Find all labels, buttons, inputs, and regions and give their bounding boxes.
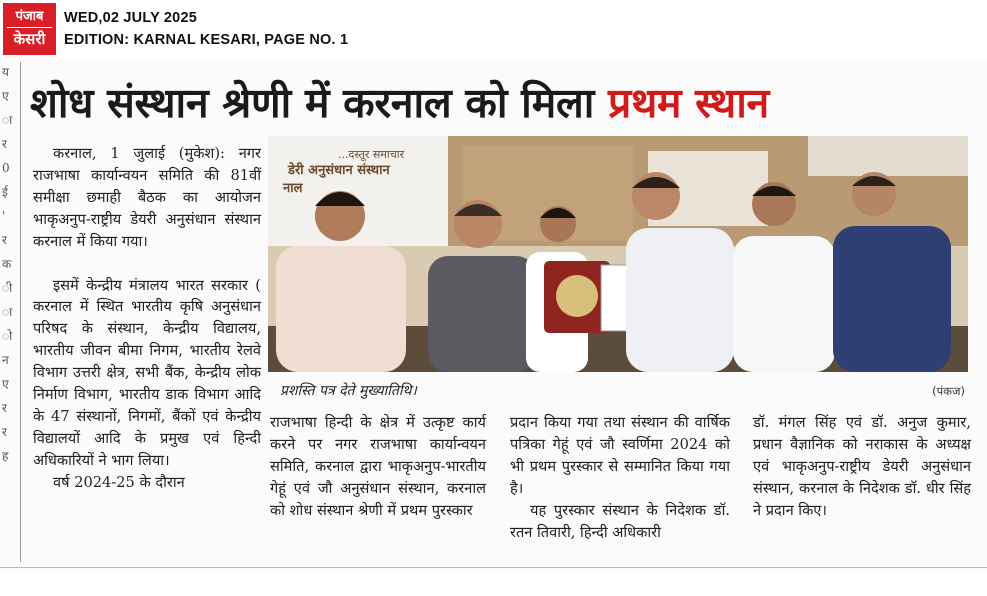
article-column-4 xyxy=(753,412,971,522)
column-divider xyxy=(20,62,21,562)
banner-line-1: ...दस्तूर समाचार xyxy=(338,148,405,161)
headline-main: शोध संस्थान श्रेणी में करनाल को मिला xyxy=(30,79,609,127)
article-photo xyxy=(268,136,968,372)
edge-fragment: य xyxy=(2,65,9,79)
paragraph-presenters: यह पुरस्कार संस्थान के निदेशक डॉ. रतन तिवारी, हिन्दी अधिकारी xyxy=(510,501,730,541)
edge-fragment: ' xyxy=(2,209,6,223)
article-column-2 xyxy=(270,412,486,522)
paragraph-conclusion: डॉ. मंगल सिंह एवं डॉ. अनुज कुमार, प्रधान वैज्ञानिक को नराकास के अध्यक्ष एवं भाकृअनुप-राष्ट्रीय डेयरी अनुसंधान संस्थान, करनाल के निदेशक डॉ. धीर सिंह ने प्रदान किए। xyxy=(753,414,971,519)
edge-fragment: ए xyxy=(2,377,9,391)
edge-fragment: ई xyxy=(2,185,8,199)
date-line: WED,02 JULY 2025 xyxy=(64,10,197,26)
edge-fragment: क xyxy=(2,257,12,271)
edge-fragment: न xyxy=(2,353,9,367)
photo-caption: प्रशस्ति पत्र देते मुख्यातिथि। xyxy=(280,383,417,399)
edge-fragment: र xyxy=(2,233,7,247)
edge-fragment: ह xyxy=(2,449,9,463)
edge-fragment: 0 xyxy=(2,161,10,175)
edge-fragment: र xyxy=(2,401,7,415)
edge-fragment: ो xyxy=(2,329,13,343)
article-column-3 xyxy=(510,412,730,543)
headline-highlight: प्रथम स्थान xyxy=(608,79,769,127)
edge-fragment: ा xyxy=(2,305,13,319)
logo-line-2: केसरी xyxy=(13,30,46,48)
banner-line-3: नाल xyxy=(283,181,303,196)
edge-fragment: ए xyxy=(2,89,9,103)
logo-line-1: पंजाब xyxy=(7,7,52,28)
paragraph-intro: करनाल, 1 जुलाई (मुकेश): नगर राजभाषा कार्यान्वयन समिति की 81वीं समीक्षा छमाही बैठक का आयोजन भाकृअनुप-राष्ट्रीय डेयरी अनुसंधान संस्थान करनाल में किया गया। xyxy=(33,145,261,250)
banner-line-2: डेरी अनुसंधान संस्थान xyxy=(288,163,390,178)
photo-credit: (पंकज) xyxy=(932,384,965,398)
edge-fragment: ी xyxy=(2,281,13,295)
edition-info xyxy=(64,7,348,51)
edition-line: EDITION: KARNAL KESARI, PAGE NO. 1 xyxy=(64,32,349,48)
edge-fragment: र xyxy=(2,425,7,439)
paragraph-year: वर्ष 2024-25 के दौरान xyxy=(53,473,185,491)
article-column-1 xyxy=(33,143,261,494)
masthead xyxy=(0,0,987,60)
edge-fragment: ा xyxy=(2,113,13,127)
paragraph-participants: इसमें केन्द्रीय मंत्रालय भारत सरकार ( करनाल में स्थित भारतीय कृषि अनुसंधान परिषद के संस्थान, केन्द्रीय विद्यालय, भारतीय जीवन बीमा निगम, भारतीय रेलवे विभाग उत्तरी क्षेत्र, सभी बैंक, केन्द्रीय लोक निर्माण विभाग, भारतीय डाक विभाग आदि के 47 संस्थानों, निगमों, बैंकों एवं केन्द्रीय विद्यालयों आदि के प्रमुख एवं हिन्दी अधिकारियों ने भाग लिया। xyxy=(33,276,261,469)
paragraph-magazine: प्रदान किया गया तथा संस्थान की वार्षिक पत्रिका गेहूं एवं जौ स्वर्णिमा 2024 को भी प्रथम पुरस्कार से सम्मानित किया गया है। xyxy=(510,414,730,497)
newspaper-logo xyxy=(3,3,56,55)
article-headline xyxy=(30,78,975,130)
adjacent-column-fragment xyxy=(0,60,20,570)
page-bottom-rule xyxy=(0,567,987,568)
edge-fragment: र xyxy=(2,137,7,151)
paragraph-award: राजभाषा हिन्दी के क्षेत्र में उत्कृष्ट कार्य करने पर नगर राजभाषा कार्यान्वयन समिति, करनाल द्वारा भाकृअनुप-भारतीय गेहूं एवं जौ अनुसंधान संस्थान, करनाल को शोध संस्थान श्रेणी में प्रथम पुरस्कार xyxy=(270,414,486,519)
